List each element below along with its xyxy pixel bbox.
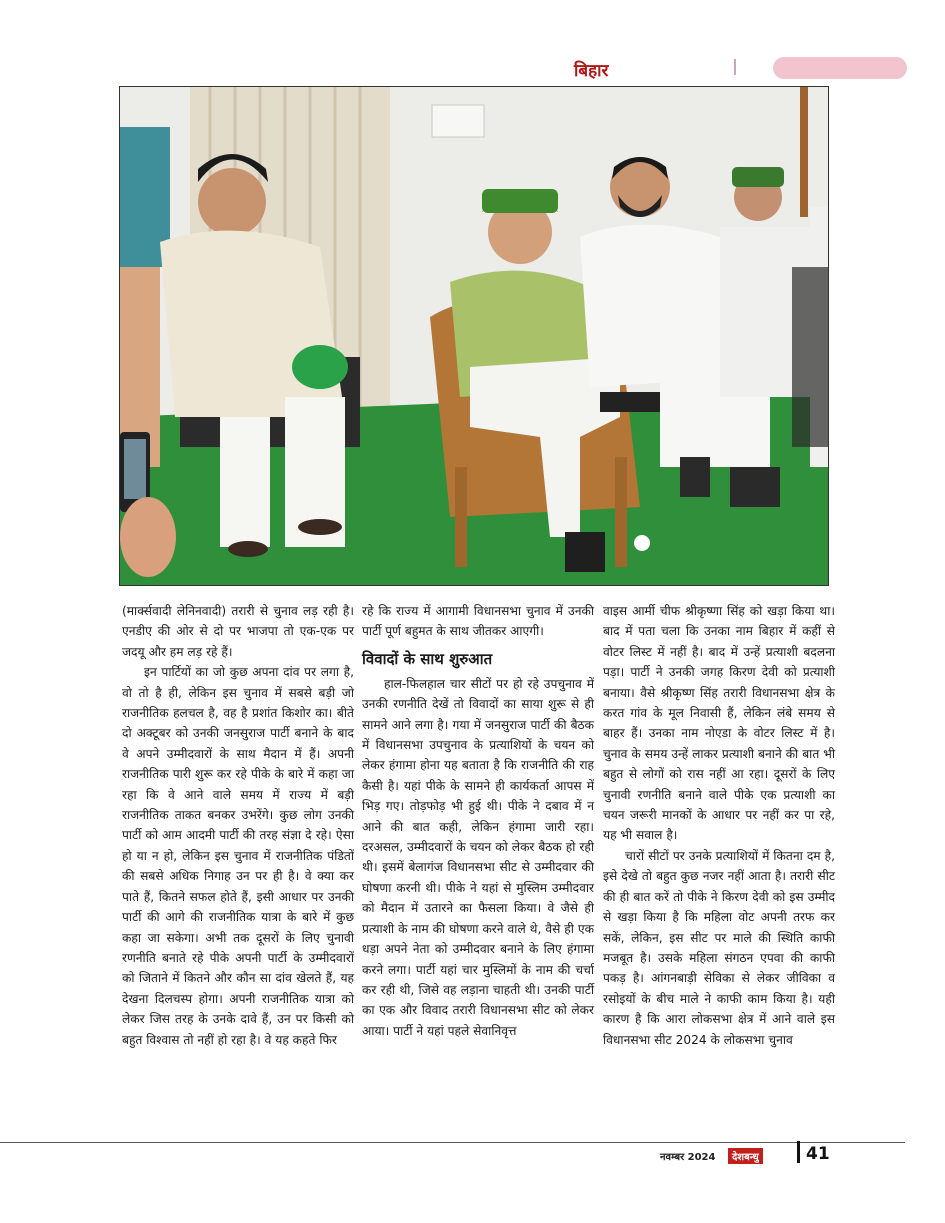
- header-decoration: [773, 57, 907, 79]
- paragraph: रहे कि राज्य में आगामी विधानसभा चुनाव में उनकी पार्टी पूर्ण बहुमत के साथ जीतकर आएगी।: [362, 604, 594, 639]
- paragraph: चारों सीटों पर उनके प्रत्याशियों में कितना दम है, इसे देखे तो बहुत कुछ नजर नहीं आता है। तरारी सीट की ही बात करें तो पीके ने किरण देवी को इस उम्मीद से खड़ा किया है कि महिला वोट अपनी तरफ कर सकें, लेकिन, इस सीट पर माले की स्थिति काफी मजबूत है। उसके महिला संगठन एपवा की काफी पकड़ है। आंगनबाड़ी सेविका से लेकर जीविका व रसोइयों के बीच माले ने काफी काम किया है। यही कारण है कि आरा लोकसभा क्षेत्र में आने वाले इस विधानसभा सीट 2024 के लोकसभा चुनाव: [603, 848, 835, 1047]
- footer-rule: [0, 1142, 905, 1143]
- article-column-2: [362, 601, 594, 1041]
- paragraph: इन पार्टियों का जो कुछ अपना दांव पर लगा है, वो तो है ही, लेकिन इस चुनाव में सबसे बड़ी जो राजनीतिक हलचल है, वह है प्रशांत किशोर का। बीते दो अक्टूबर को उनकी जनसुराज पार्टी बनाने के बाद वे अपने उम्मीदवारों के साथ मैदान में हैं। अपनी राजनीतिक पारी शुरू कर रहे पीके के बारे में कहा जा रहा कि वे आने वाले समय में राज्य में बड़ी राजनीतिक ताकत बनकर उभरेंगे। कुछ लोग उनकी पार्टी को आम आदमी पार्टी की तरह संज्ञा दे रहे। ऐसा हो या न हो, लेकिन इस चुनाव में राजनीतिक पंडितों की सबसे अधिक निगाह उन पर ही है। वे क्या कर पाते हैं, कितने सफल होते हैं, इसी आधार पर उनकी पार्टी की आगे की राजनीतिक यात्रा के बारे में कुछ कहा जा सकेगा। अभी तक दूसरों के लिए चुनावी रणनीति बनाते रहे पीके अपनी पार्टी के उम्मीदवारों को जिताने में कितने और कौन सा दांव खेलते हैं, यह देखना दिलचस्प होगा। अपनी राजनीतिक यात्रा को लेकर जिस तरह के उनके दावे हैं, उन पर किसी को बहुत विश्वास तो नहीं हो रहा है। वे यह कहते फिर: [122, 665, 354, 1047]
- article-photo: [119, 86, 829, 586]
- paragraph: वाइस आर्मी चीफ श्रीकृष्णा सिंह को खड़ा किया था। बाद में पता चला कि उनका नाम बिहार में कहीं से वोटर लिस्ट में नहीं है। बाद में उन्हें प्रत्याशी बदलना पड़ा। पार्टी ने उनकी जगह किरण देवी को प्रत्याशी बनाया। वैसे श्रीकृष्ण सिंह तरारी विधानसभा क्षेत्र के करत गांव के मूल निवासी हैं, लेकिन लंबे समय से बाहर हैं। उनका नाम नोएडा के वोटर लिस्ट में है। चुनाव के समय उन्हें लाकर प्रत्याशी बनाने की बात भी बहुत से लोगों को रास नहीं आ रहा। दूसरों के लिए चुनावी रणनीति बनाने वाले पीके एक प्रत्याशी का चयन जरूरी मानकों के आधार पर नहीं कर पा रहे, यह भी सवाल है।: [603, 604, 835, 843]
- footer-issue-date: नवम्बर 2024: [660, 1152, 716, 1163]
- page-number: 41: [806, 1144, 830, 1164]
- article-column-3: [603, 601, 835, 1050]
- footer-brand-logo: देशबन्धु: [728, 1148, 763, 1164]
- paragraph: (मार्क्सवादी लेनिनवादी) तरारी से चुनाव लड़ रही है। एनडीए की ओर से दो पर भाजपा तो एक-एक पर जदयू और हम लड़ रहे हैं।: [122, 604, 354, 659]
- section-label: बिहार: [574, 61, 609, 81]
- footer-divider: [797, 1141, 800, 1163]
- paragraph: हाल-फिलहाल चार सीटों पर हो रहे उपचुनाव में उनकी रणनीति देखें तो विवादों का साया शुरू से ही सामने आने लगा है। गया में जनसुराज पार्टी की बैठक में विधानसभा उपचुनाव के प्रत्याशियों के चयन को लेकर हंगामा होना यह बताता है कि राजनीति की राह कैसी है। यहां पीके के सामने ही कार्यकर्ता आपस में भिड़ गए। तोड़फोड़ भी हुई थी। पीके ने दबाव में न आने की बात कही, लेकिन हंगामा जारी रहा। दरअसल, उम्मीदवारों के चयन को लेकर बैठक हो रही थी। इसमें बेलागंज विधानसभा सीट से उम्मीदवार की घोषणा करनी थी। पीके ने यहां से मुस्लिम उम्मीदवार को मैदान में उतारने का फैसला किया। वे जैसे ही प्रत्याशी के नाम की घोषणा करने वाले थे, वैसे ही एक धड़ा अपने नेता को उम्मीदवार बनाने के लिए हंगामा करने लगा। पार्टी यहां चार मुस्लिमों के नाम की चर्चा कर रही थी, जिसे वह लड़ाना चाहती थी। उनकी पार्टी का एक और विवाद तरारी विधानसभा सीट को लेकर आया। पार्टी ने यहां पहले सेवानिवृत्त: [362, 676, 594, 1038]
- article-column-1: [122, 601, 354, 1050]
- subheading: विवादों के साथ शुरुआत: [362, 649, 493, 668]
- header-divider: [734, 59, 736, 75]
